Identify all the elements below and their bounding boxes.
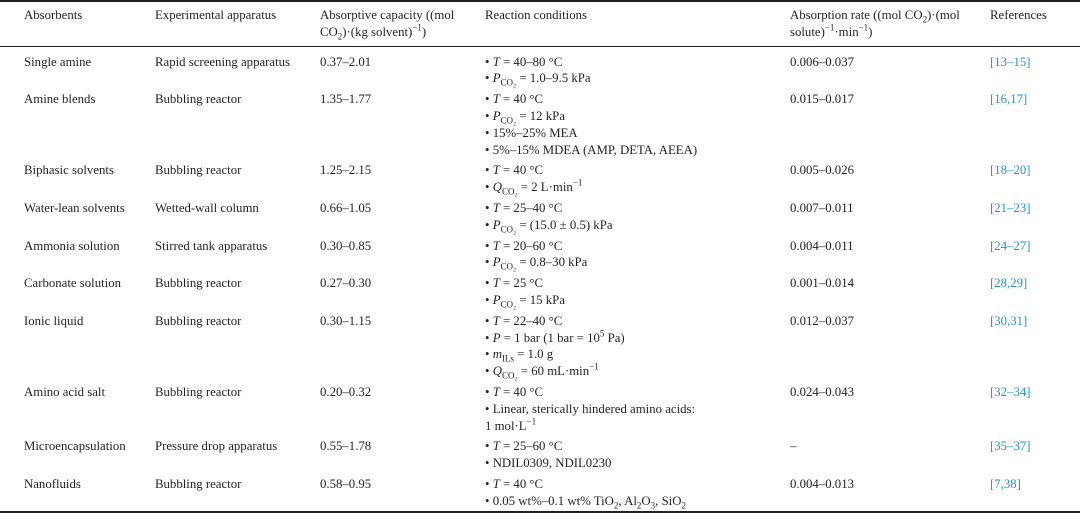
apparatus-cell: Rapid screening apparatus [155,54,291,69]
col-header-absorbents: Absorbents [0,1,155,46]
apparatus-cell: Bubbling reactor [155,276,242,291]
col-header-experimental-apparatus: Experimental apparatus [155,1,320,46]
condition-item: • $m_{ILs} = 1.0$ g [485,346,780,363]
reference-cell [990,473,1080,512]
capacity-cell: 1.25–2.15 [320,163,372,178]
absorbent-cell: Microencapsulation [24,439,126,454]
reference-link[interactable]: [7,38] [990,476,1021,491]
absorbent-cell: Carbonate solution [24,276,122,291]
apparatus-cell: Bubbling reactor [155,313,242,328]
absorbent-cell: Single amine [24,54,92,69]
reference-cell [990,381,1080,435]
rate-cell: – [790,439,797,454]
col-header-references: References [990,1,1080,46]
rate-cell: 0.004–0.013 [790,476,854,491]
condition-item: • 5%–15% MDEA (AMP, DETA, AEEA) [485,142,780,159]
apparatus-cell: Wetted-wall column [155,200,259,215]
reference-cell [990,272,1080,310]
conditions-cell [485,381,790,435]
condition-item: • $P_{CO_2} = 0.8-30$ kPa [485,254,780,271]
col-header-absorption-rate: Absorption rate ((mol $CO_2)\cdot(mol$ $solute)^{-1}\cdot\min^{-1}$) [790,1,990,46]
reference-cell [990,310,1080,381]
conditions-cell [485,159,790,197]
apparatus-cell: Bubbling reactor [155,92,242,107]
condition-item: • T = 40 °C [485,384,780,401]
absorbent-cell: Amine blends [24,92,96,107]
conditions-cell [485,272,790,310]
absorbent-cell: Biphasic solvents [24,163,114,178]
apparatus-cell: Stirred tank apparatus [155,238,268,253]
table-row-water-lean-solvents [0,197,1080,235]
reference-cell [990,88,1080,159]
reference-link[interactable]: [30,31] [990,313,1028,328]
condition-item: • T = 22–40 °C [485,313,780,330]
table-row-single-amine [0,46,1080,88]
condition-item: • 15%–25% MEA [485,125,780,142]
condition-item: • P = 1 bar (1 bar = $10^5$ Pa) [485,330,780,347]
conditions-cell [485,435,790,473]
conditions-cell [485,235,790,273]
condition-item: • $Q_{CO_2} = 60$ $mL\cdot\min^{-1}$ [485,363,780,380]
absorbent-cell: Amino acid salt [24,384,106,399]
rate-cell: 0.015–0.017 [790,92,854,107]
table-row-microencapsulation [0,435,1080,473]
absorbent-cell: Nanofluids [24,476,81,491]
reference-link[interactable]: [28,29] [990,276,1028,291]
condition-item: • T = 25–60 °C [485,438,780,455]
conditions-cell [485,310,790,381]
rate-cell: 0.004–0.011 [790,238,854,253]
conditions-cell [485,46,790,88]
condition-item: • NDIL0309, NDIL0230 [485,455,780,472]
reference-link[interactable]: [32–34] [990,384,1031,399]
capacity-cell: 0.20–0.32 [320,384,372,399]
reference-cell [990,46,1080,88]
rate-cell: 0.012–0.037 [790,313,854,328]
condition-item: • T = 25 °C [485,275,780,292]
table-row-nanofluids [0,473,1080,512]
condition-item: • $P_{CO_2} = 15$ kPa [485,292,780,309]
conditions-cell [485,473,790,512]
reference-cell [990,435,1080,473]
rate-cell: 0.024–0.043 [790,384,854,399]
conditions-cell [485,197,790,235]
condition-item: • $Q_{CO_2} = 2$ $L\cdot\min^{-1}$ [485,179,780,196]
condition-item: • Linear, sterically hindered amino acids: [485,401,780,418]
table-row-biphasic-solvents [0,159,1080,197]
capacity-cell: 0.27–0.30 [320,276,372,291]
condition-item: • T = 20–60 °C [485,238,780,255]
table-header-row [0,1,1080,46]
col-header-absorptive-capacity: Absorptive capacity ((mol $CO_2)\cdot(kg$ solvent)$^{-1}$) [320,1,485,46]
reference-cell [990,159,1080,197]
rate-cell: 0.001–0.014 [790,276,854,291]
col-header-reaction-conditions: Reaction conditions [485,1,790,46]
table-row-amino-acid-salt [0,381,1080,435]
absorbent-cell: Water-lean solvents [24,200,125,215]
reference-link[interactable]: [21–23] [990,200,1031,215]
capacity-cell: 0.37–2.01 [320,54,372,69]
table-row-ammonia-solution [0,235,1080,273]
reference-link[interactable]: [24–27] [990,238,1031,253]
condition-item: • $P_{CO_2} = 1.0-9.5$ kPa [485,70,780,87]
capacity-cell: 0.30–0.85 [320,238,372,253]
apparatus-cell: Pressure drop apparatus [155,439,278,454]
reference-cell [990,235,1080,273]
rate-cell: 0.007–0.011 [790,200,854,215]
rate-cell: 0.005–0.026 [790,163,854,178]
reference-link[interactable]: [16,17] [990,92,1028,107]
capacity-cell: 0.55–1.78 [320,439,372,454]
apparatus-cell: Bubbling reactor [155,384,242,399]
capacity-cell: 1.35–1.77 [320,92,372,107]
absorbent-cell: Ammonia solution [24,238,120,253]
apparatus-cell: Bubbling reactor [155,163,242,178]
conditions-cell [485,88,790,159]
condition-item: • T = 40–80 °C [485,54,780,71]
table-row-carbonate-solution [0,272,1080,310]
apparatus-cell: Bubbling reactor [155,476,242,491]
absorbent-cell: Ionic liquid [24,313,84,328]
condition-item: • 0.05 wt%–0.1 wt% TiO$_2$, $Al_2O_3$, SiO$_2$ [485,493,780,510]
table-row-ionic-liquid [0,310,1080,381]
table-row-amine-blends [0,88,1080,159]
capacity-cell: 0.58–0.95 [320,476,372,491]
reference-link[interactable]: [35–37] [990,439,1031,454]
rate-cell: 0.006–0.037 [790,54,854,69]
condition-item: • T = 40 °C [485,91,780,108]
condition-item: • T = 25–40 °C [485,200,780,217]
condition-item: • T = 40 °C [485,476,780,493]
reference-link[interactable]: [18–20] [990,163,1031,178]
condition-item: • T = 40 °C [485,162,780,179]
reference-link[interactable]: [13–15] [990,54,1031,69]
reference-cell [990,197,1080,235]
condition-item: • $P_{CO_2} = 12$ kPa [485,108,780,125]
condition-item: • $P_{CO_2} = (15.0 \pm 0.5)$ kPa [485,217,780,234]
capacity-cell: 0.30–1.15 [320,313,372,328]
capacity-cell: 0.66–1.05 [320,200,372,215]
condition-item-continuation: 1 $mol\cdot L^{-1}$ [485,416,537,433]
